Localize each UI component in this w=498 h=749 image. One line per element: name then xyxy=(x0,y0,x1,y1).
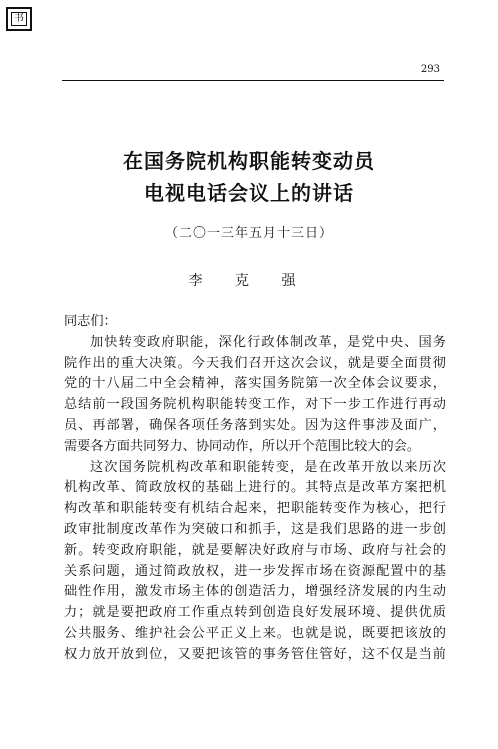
body-line: 加快转变政府职能，深化行政体制改革，是党中央、国务 xyxy=(90,334,446,350)
body-line: 公共服务、维护社会公平正义上来。也就是说，既要把该放的 xyxy=(64,625,446,641)
salutation: 同志们： xyxy=(64,314,117,329)
document-title xyxy=(0,145,498,209)
speaker-name: 李 克 强 xyxy=(188,273,310,289)
title-line-1: 在国务院机构职能转变动员 xyxy=(123,149,375,173)
body-line: 新。转变政府职能，就是要解决好政府与市场、政府与社会的 xyxy=(64,542,446,558)
body-line: 员、再部署，确保各项任务落到实处。因为这件事涉及面广， xyxy=(64,417,446,433)
speech-body xyxy=(64,312,446,666)
body-line: 构改革和职能转变有机结合起来，把职能转变作为核心，把行 xyxy=(64,501,446,517)
body-line: 院作出的重大决策。今天我们召开这次会议，就是要全面贯彻 xyxy=(64,355,446,371)
body-line: 力；就是要把政府工作重点转到创造良好发展环境、提供优质 xyxy=(64,605,446,621)
publisher-logo xyxy=(6,7,32,31)
body-line: 总结前一段国务院机构职能转变工作，对下一步工作进行再动 xyxy=(64,397,446,413)
body-line: 机构改革、简政放权的基础上进行的。其特点是改革方案把机 xyxy=(64,480,446,496)
body-line: 础性作用，激发市场主体的创造活力，增强经济发展的内生动 xyxy=(64,584,446,600)
title-line-2: 电视电话会议上的讲话 xyxy=(144,181,354,205)
body-line: 政审批制度改革作为突破口和抓手，这是我们思路的进一步创 xyxy=(64,521,446,537)
logo-glyph: 书 xyxy=(11,12,27,26)
speech-date: （二〇一三年五月十三日） xyxy=(164,226,333,241)
header-rule xyxy=(62,80,444,81)
body-line: 需要各方面共同努力、协同动作，所以开个范围比较大的会。 xyxy=(64,438,421,454)
body-line: 党的十八届二中全会精神，落实国务院第一次全体会议要求， xyxy=(64,376,446,392)
body-line: 关系问题，通过简政放权，进一步发挥市场在资源配置中的基 xyxy=(64,563,446,579)
body-line: 权力放开放到位，又要把该管的事务管住管好，这不仅是当前 xyxy=(64,646,446,662)
page-number: 293 xyxy=(420,64,440,75)
body-line: 这次国务院机构改革和职能转变，是在改革开放以来历次 xyxy=(90,459,446,475)
